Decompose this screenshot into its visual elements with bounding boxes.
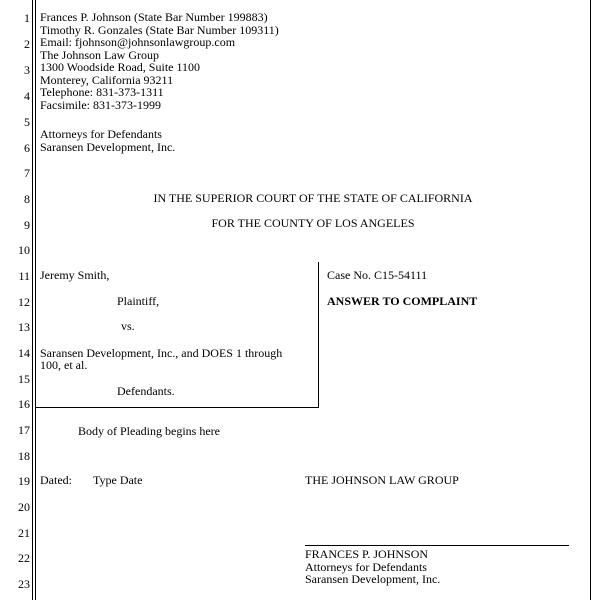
line-number: 17 xyxy=(18,423,30,437)
line-number: 20 xyxy=(18,500,30,514)
line-number: 23 xyxy=(18,577,30,591)
attorney-header-line: Timothy R. Gonzales (State Bar Number 109311) xyxy=(40,22,279,37)
line-number: 12 xyxy=(18,295,30,309)
attorney-header xyxy=(40,11,279,111)
line-number: 8 xyxy=(24,192,30,206)
defendant-role: Defendants. xyxy=(117,384,175,398)
versus-label: vs. xyxy=(121,319,135,333)
line-number: 22 xyxy=(18,551,30,565)
attorney-header-line: The Johnson Law Group xyxy=(40,47,159,62)
signature-title: Attorneys for Defendants xyxy=(305,559,427,574)
line-number: 9 xyxy=(24,218,30,232)
line-number: 6 xyxy=(24,141,30,155)
attorney-header-line: Monterey, California 93211 xyxy=(40,72,174,87)
line-number: 21 xyxy=(18,526,30,540)
attorney-header-line: Telephone: 831-373-1311 xyxy=(40,85,164,99)
attorney-header-line: Frances P. Johnson (State Bar Number 199883) xyxy=(40,10,268,24)
left-margin-rule-1 xyxy=(32,0,33,600)
pleading-body: Body of Pleading begins here xyxy=(78,424,220,438)
signature-line xyxy=(305,545,569,546)
attorney-header-line: Email: fjohnson@johnsonlawgroup.com xyxy=(40,35,236,49)
line-number: 15 xyxy=(18,372,30,386)
line-number: 5 xyxy=(24,115,30,129)
case-number: Case No. C15-54111 xyxy=(327,268,428,282)
attorney-header-line: Facsimile: 831-373-1999 xyxy=(40,97,161,112)
line-number: 11 xyxy=(18,269,30,283)
document-title: ANSWER TO COMPLAINT xyxy=(327,294,478,308)
firm-name: THE JOHNSON LAW GROUP xyxy=(305,473,459,487)
right-margin-rule xyxy=(590,0,591,600)
attorneys-for-line: Attorneys for Defendants xyxy=(40,127,162,141)
attorneys-for-line: Saransen Development, Inc. xyxy=(40,139,176,154)
defendant-name-line2: 100, et al. xyxy=(40,358,88,372)
signature-block xyxy=(305,548,440,586)
caption-box xyxy=(36,262,319,408)
attorneys-for-block xyxy=(40,128,175,153)
attorney-header-line: 1300 Woodside Road, Suite 1100 xyxy=(40,60,201,74)
line-number: 1 xyxy=(24,11,30,25)
dated-label: Dated: xyxy=(40,473,72,487)
line-number: 7 xyxy=(24,166,30,180)
line-number: 19 xyxy=(18,474,30,488)
signature-name: FRANCES P. JOHNSON xyxy=(305,547,429,561)
dated-value: Type Date xyxy=(93,473,143,487)
plaintiff-role: Plaintiff, xyxy=(117,294,160,308)
line-number: 3 xyxy=(24,63,30,77)
line-number: 10 xyxy=(18,243,30,257)
court-name: IN THE SUPERIOR COURT OF THE STATE OF CALIFORNIA xyxy=(153,191,473,205)
defendant-name-line1: Saransen Development, Inc., and DOES 1 through xyxy=(40,346,283,360)
line-number: 13 xyxy=(18,320,30,334)
line-number: 2 xyxy=(24,37,30,51)
plaintiff-name: Jeremy Smith, xyxy=(40,268,110,282)
line-number: 4 xyxy=(24,89,30,103)
court-county: FOR THE COUNTY OF LOS ANGELES xyxy=(211,216,415,230)
line-number: 14 xyxy=(18,346,30,360)
line-number: 16 xyxy=(18,397,30,411)
signature-client: Saransen Development, Inc. xyxy=(305,572,441,586)
line-number: 18 xyxy=(18,449,30,463)
